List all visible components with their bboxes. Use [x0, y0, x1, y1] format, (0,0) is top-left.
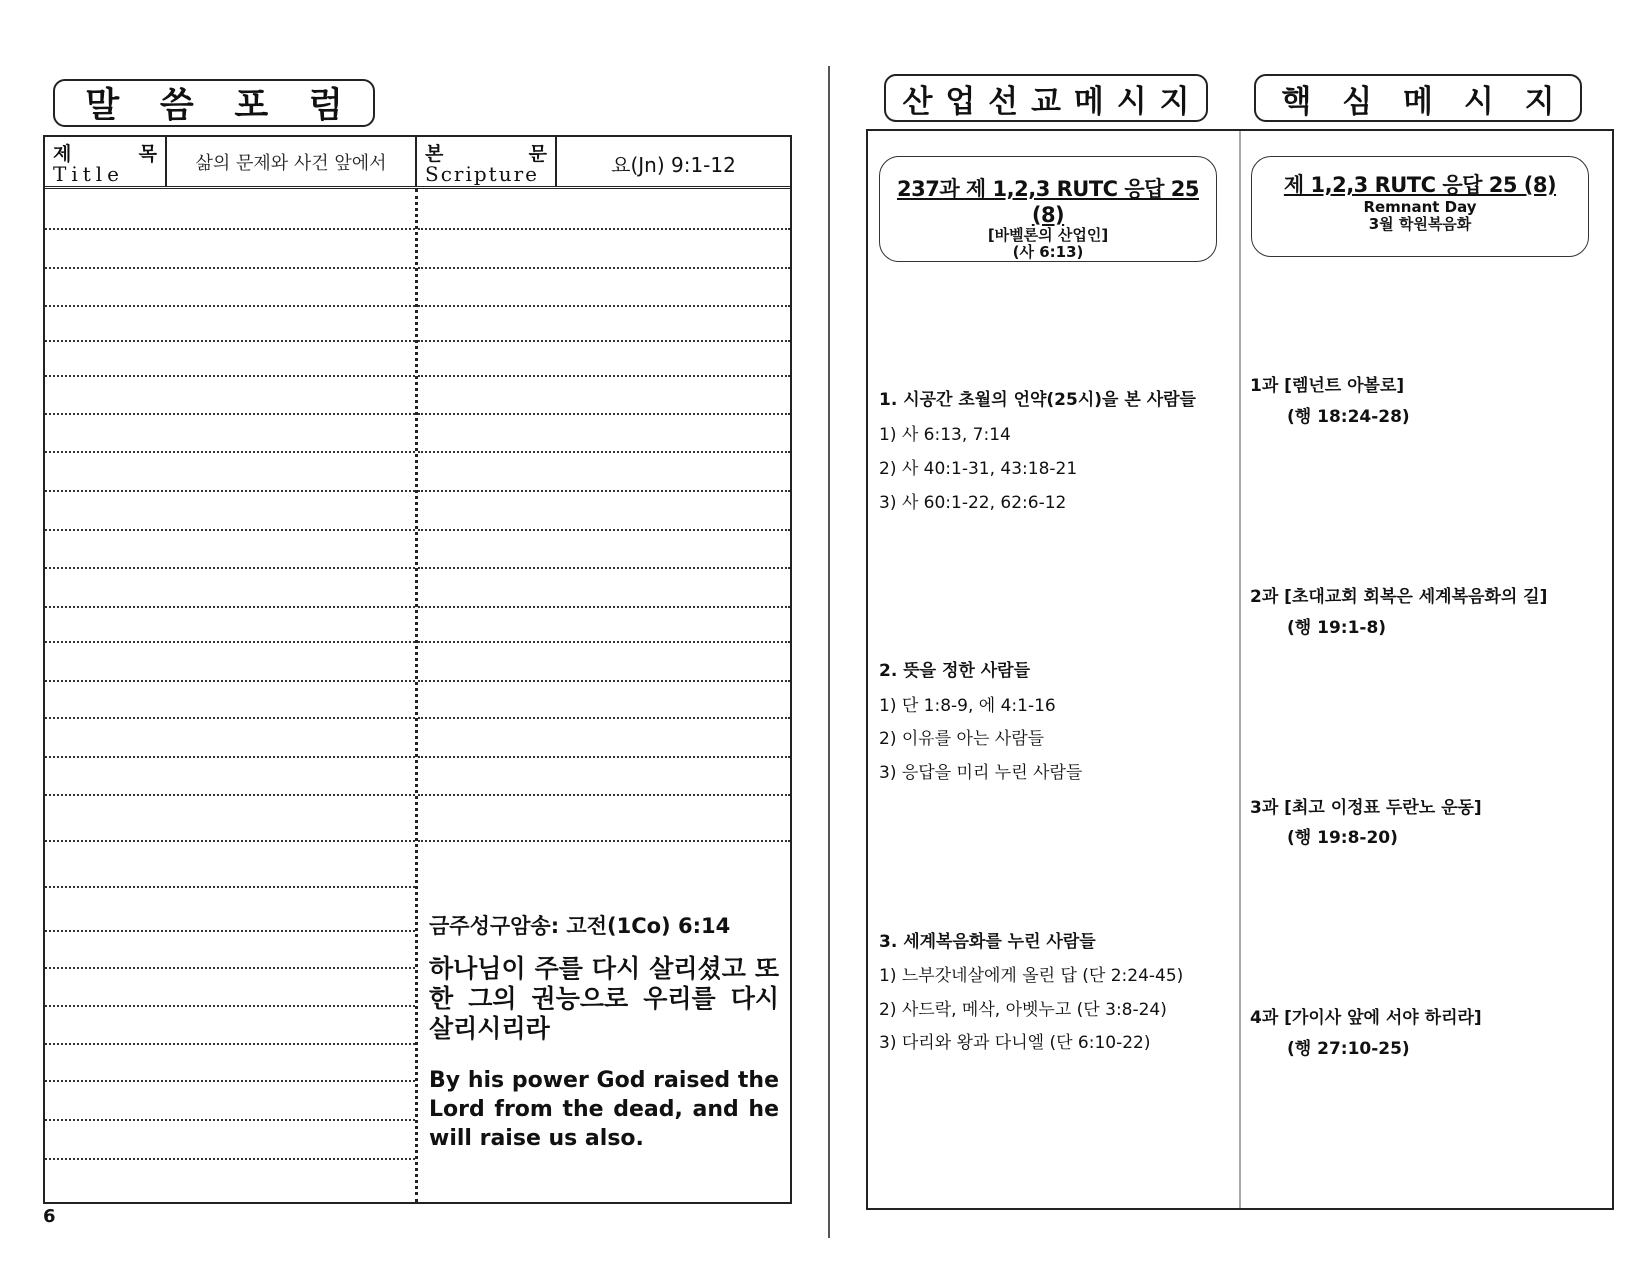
note-line [45, 228, 415, 230]
card-subtitle: [바벨론의 산업인] [987, 226, 1109, 244]
header-char: 지 [1524, 83, 1555, 120]
scripture-label-ko: 본 [425, 143, 444, 165]
title-value: 삶의 문제와 사건 앞에서 [195, 153, 387, 174]
core-message-card [1251, 156, 1589, 257]
industry-mission-title-box [884, 74, 1208, 122]
scripture-label-en: Scripture [425, 162, 539, 186]
note-line [45, 490, 415, 492]
card-subtitle: 3월 학원복음화 [1368, 215, 1472, 233]
note-line [45, 567, 415, 569]
section-item: 3) 응답을 미리 누린 사람들 [879, 763, 1083, 783]
memory-verse-korean: 하나님이 주를 다시 살리셨고 또한 그의 권능으로 우리를 다시 살리시리라 [429, 954, 779, 1043]
core-message-title-box [1254, 74, 1582, 122]
header-char: 교 [1031, 83, 1061, 120]
header-char: 시 [1116, 83, 1147, 120]
title-value-cell [167, 137, 417, 186]
scripture-value: 요(Jn) 9:1-12 [611, 153, 736, 177]
header-char: 선 [988, 83, 1019, 120]
note-line [418, 840, 790, 842]
note-line [45, 1080, 415, 1082]
note-line [45, 641, 415, 643]
header-char: 핵 [1281, 83, 1312, 120]
note-line [45, 680, 415, 682]
lesson-reference: (행 19:8-20) [1287, 828, 1398, 848]
lesson-title: 1과 [렘넌트 아볼로] [1250, 376, 1405, 396]
lesson-title: 4과 [가이사 앞에 서야 하리라] [1250, 1008, 1482, 1028]
note-line [45, 451, 415, 453]
scripture-value-cell [557, 137, 790, 186]
lesson-title: 3과 [최고 이정표 두란노 운동] [1250, 798, 1482, 818]
industry-mission-card [879, 156, 1217, 262]
note-line [418, 680, 790, 682]
section-heading: 2. 뜻을 정한 사람들 [879, 661, 1030, 681]
section-item: 3) 다리와 왕과 다니엘 (단 6:10-22) [879, 1033, 1151, 1053]
header-char: 산 [902, 83, 933, 120]
note-line [45, 375, 415, 377]
scripture-label-cell [417, 137, 557, 186]
card-title: 237과 제 1,2,3 RUTC 응답 25 (8) [896, 177, 1199, 227]
section-item: 1) 느부갓네살에게 올린 답 (단 2:24-45) [879, 966, 1184, 986]
note-line [45, 1043, 415, 1045]
note-line [418, 756, 790, 758]
note-line [418, 267, 790, 269]
forum-title-char: 씀 [159, 86, 194, 126]
lesson-reference: (행 19:1-8) [1287, 618, 1387, 638]
note-line [418, 641, 790, 643]
page-spine [828, 66, 830, 1238]
memory-verse-heading: 금주성구암송: 고전(1Co) 6:14 [429, 914, 731, 938]
note-line [45, 529, 415, 531]
header-char: 메 [1403, 83, 1433, 120]
note-line [45, 413, 415, 415]
card-title: 제 1,2,3 RUTC 응답 25 (8) [1283, 173, 1557, 197]
table-header [45, 137, 790, 189]
note-line [418, 567, 790, 569]
title-label-ko: 제 [53, 143, 72, 165]
title-label-cell [45, 137, 167, 186]
forum-title-char: 럼 [308, 86, 343, 126]
section-heading: 3. 세계복음화를 누린 사람들 [879, 932, 1096, 952]
forum-title-box [53, 79, 375, 127]
section-item: 3) 사 60:1-22, 62:6-12 [879, 493, 1067, 513]
header-char: 심 [1342, 83, 1373, 120]
section-item: 1) 단 1:8-9, 에 4:1-16 [879, 696, 1056, 716]
message-panel [866, 129, 1614, 1210]
scripture-label-ko: 문 [528, 143, 547, 165]
section-item: 1) 사 6:13, 7:14 [879, 425, 1011, 445]
note-line [45, 305, 415, 307]
lesson-reference: (행 27:10-25) [1287, 1039, 1410, 1059]
page-number: 6 [43, 1206, 56, 1227]
section-item: 2) 사드락, 메삭, 아벳누고 (단 3:8-24) [879, 1000, 1167, 1020]
note-line [45, 930, 415, 932]
note-line [418, 794, 790, 796]
note-line [418, 529, 790, 531]
section-item: 2) 이유를 아는 사람들 [879, 729, 1045, 749]
note-line [418, 413, 790, 415]
title-label-ko: 목 [138, 143, 157, 165]
note-line [45, 340, 415, 342]
forum-title-char: 포 [234, 86, 269, 126]
note-line [418, 340, 790, 342]
note-line [418, 451, 790, 453]
note-line [45, 886, 415, 888]
note-line [418, 375, 790, 377]
section-heading: 1. 시공간 초월의 언약(25시)을 본 사람들 [879, 390, 1196, 410]
note-line [45, 1119, 415, 1121]
note-line [45, 267, 415, 269]
header-char: 시 [1463, 83, 1494, 120]
card-subtitle: (사 6:13) [1012, 243, 1084, 261]
note-line [45, 1158, 415, 1160]
title-label-en: Title [53, 162, 125, 186]
forum-title-char: 말 [85, 86, 120, 126]
note-line [418, 490, 790, 492]
note-line [418, 717, 790, 719]
note-line [418, 606, 790, 608]
note-line [45, 1005, 415, 1007]
header-char: 지 [1159, 83, 1190, 120]
header-char: 메 [1073, 83, 1104, 120]
note-line [45, 840, 415, 842]
note-line [45, 606, 415, 608]
sermon-notes-table [43, 135, 792, 1204]
card-subtitle: Remnant Day [1363, 198, 1477, 216]
lesson-reference: (행 18:24-28) [1287, 407, 1410, 427]
note-line [418, 305, 790, 307]
header-char: 업 [945, 83, 976, 120]
column-divider [1239, 131, 1241, 1208]
note-line [45, 794, 415, 796]
memory-verse-english: By his power God raised the Lord from the dead, and he will raise us also. [429, 1068, 779, 1151]
note-line [45, 756, 415, 758]
note-line [45, 717, 415, 719]
note-line [45, 967, 415, 969]
note-line [418, 228, 790, 230]
section-item: 2) 사 40:1-31, 43:18-21 [879, 459, 1078, 479]
lesson-title: 2과 [초대교회 회복은 세계복음화의 길] [1250, 587, 1548, 607]
